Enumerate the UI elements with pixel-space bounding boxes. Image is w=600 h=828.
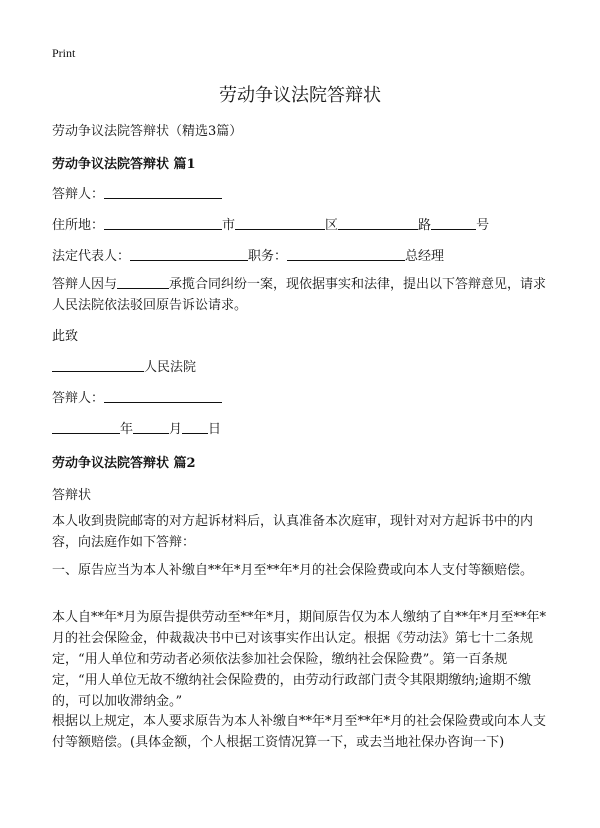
salutation: 此致 (52, 329, 79, 344)
body-prefix: 答辩人因与 (52, 277, 118, 292)
part1-heading: 劳动争议法院答辩状 篇1 (52, 157, 196, 172)
address-label: 住所地： (52, 218, 105, 233)
respondent-label: 答辩人： (52, 187, 105, 202)
blank-field (52, 359, 144, 372)
part2-facts: 本人自**年*月为原告提供劳动至**年*月，期间原告仅为本人缴纳了自**年*月至**年*月的社会保险金，仲裁裁决书中已对该事实作出认定。根据《劳动法》第七十二条规定，“用人单位和劳动者必须依法参加社会保险，缴纳社会保险费”。第一百条规定，“用人单位无故不缴纳社会保险费的，由劳动行政部门责令其限期缴纳;逾期不缴的，可以加收滞纳金。” (52, 610, 547, 709)
blank-field (235, 217, 325, 230)
city-label: 市 (222, 218, 236, 233)
legal-rep-line (52, 245, 444, 264)
part2-point1: 一、原告应当为本人补缴自**年*月至**年*月的社会保险费或向本人支付等额赔偿。 (52, 563, 534, 578)
position-value: 总经理 (405, 249, 445, 264)
respondent-sign-label: 答辩人： (52, 391, 105, 406)
year-label: 年 (120, 422, 134, 437)
address-line (52, 214, 489, 233)
blank-field (287, 248, 405, 261)
part1-body (52, 274, 552, 316)
blank-field (431, 217, 476, 230)
body-rest: 承揽合同纠纷一案，现依据事实和法律，提出以下答辩意见，请求人民法院依法驳回原告诉讼请求。 (52, 277, 547, 313)
day-label: 日 (208, 422, 222, 437)
blank-field (130, 248, 248, 261)
part2-intro: 本人收到贵院邮寄的对方起诉材料后，认真准备本次庭审，现针对对方起诉书中的内容，向法庭作如下答辩： (52, 514, 534, 550)
respondent-line (52, 183, 222, 202)
blank-field (133, 421, 169, 434)
month-label: 月 (169, 422, 183, 437)
subtitle: 劳动争议法院答辩状（精选3篇） (52, 124, 243, 139)
blank-field (104, 217, 222, 230)
road-label: 路 (418, 218, 432, 233)
respondent-sign-line (52, 387, 222, 406)
blank-field (182, 421, 208, 434)
blank-field (338, 217, 418, 230)
blank-field (104, 186, 222, 199)
court-line (52, 356, 196, 375)
blank-field (117, 276, 169, 289)
court-label: 人民法院 (144, 360, 197, 375)
part2-heading: 劳动争议法院答辩状 篇2 (52, 456, 196, 471)
date-line (52, 418, 221, 437)
part2-conclusion: 根据以上规定，本人要求原告为本人补缴自**年*月至**年*月的社会保险费或向本人支付等额赔偿。(具体金额，个人根据工资情况算一下，或去当地社保办咨询一下) (52, 714, 547, 750)
print-label[interactable]: Print (52, 46, 76, 60)
number-label: 号 (476, 218, 490, 233)
legal-rep-label: 法定代表人： (52, 249, 131, 264)
blank-field (52, 421, 120, 434)
part2-doc-name: 答辩状 (52, 488, 92, 503)
page-title: 劳动争议法院答辩状 (219, 85, 381, 106)
district-label: 区 (325, 218, 339, 233)
blank-field (104, 390, 222, 403)
position-label: 职务： (248, 249, 288, 264)
